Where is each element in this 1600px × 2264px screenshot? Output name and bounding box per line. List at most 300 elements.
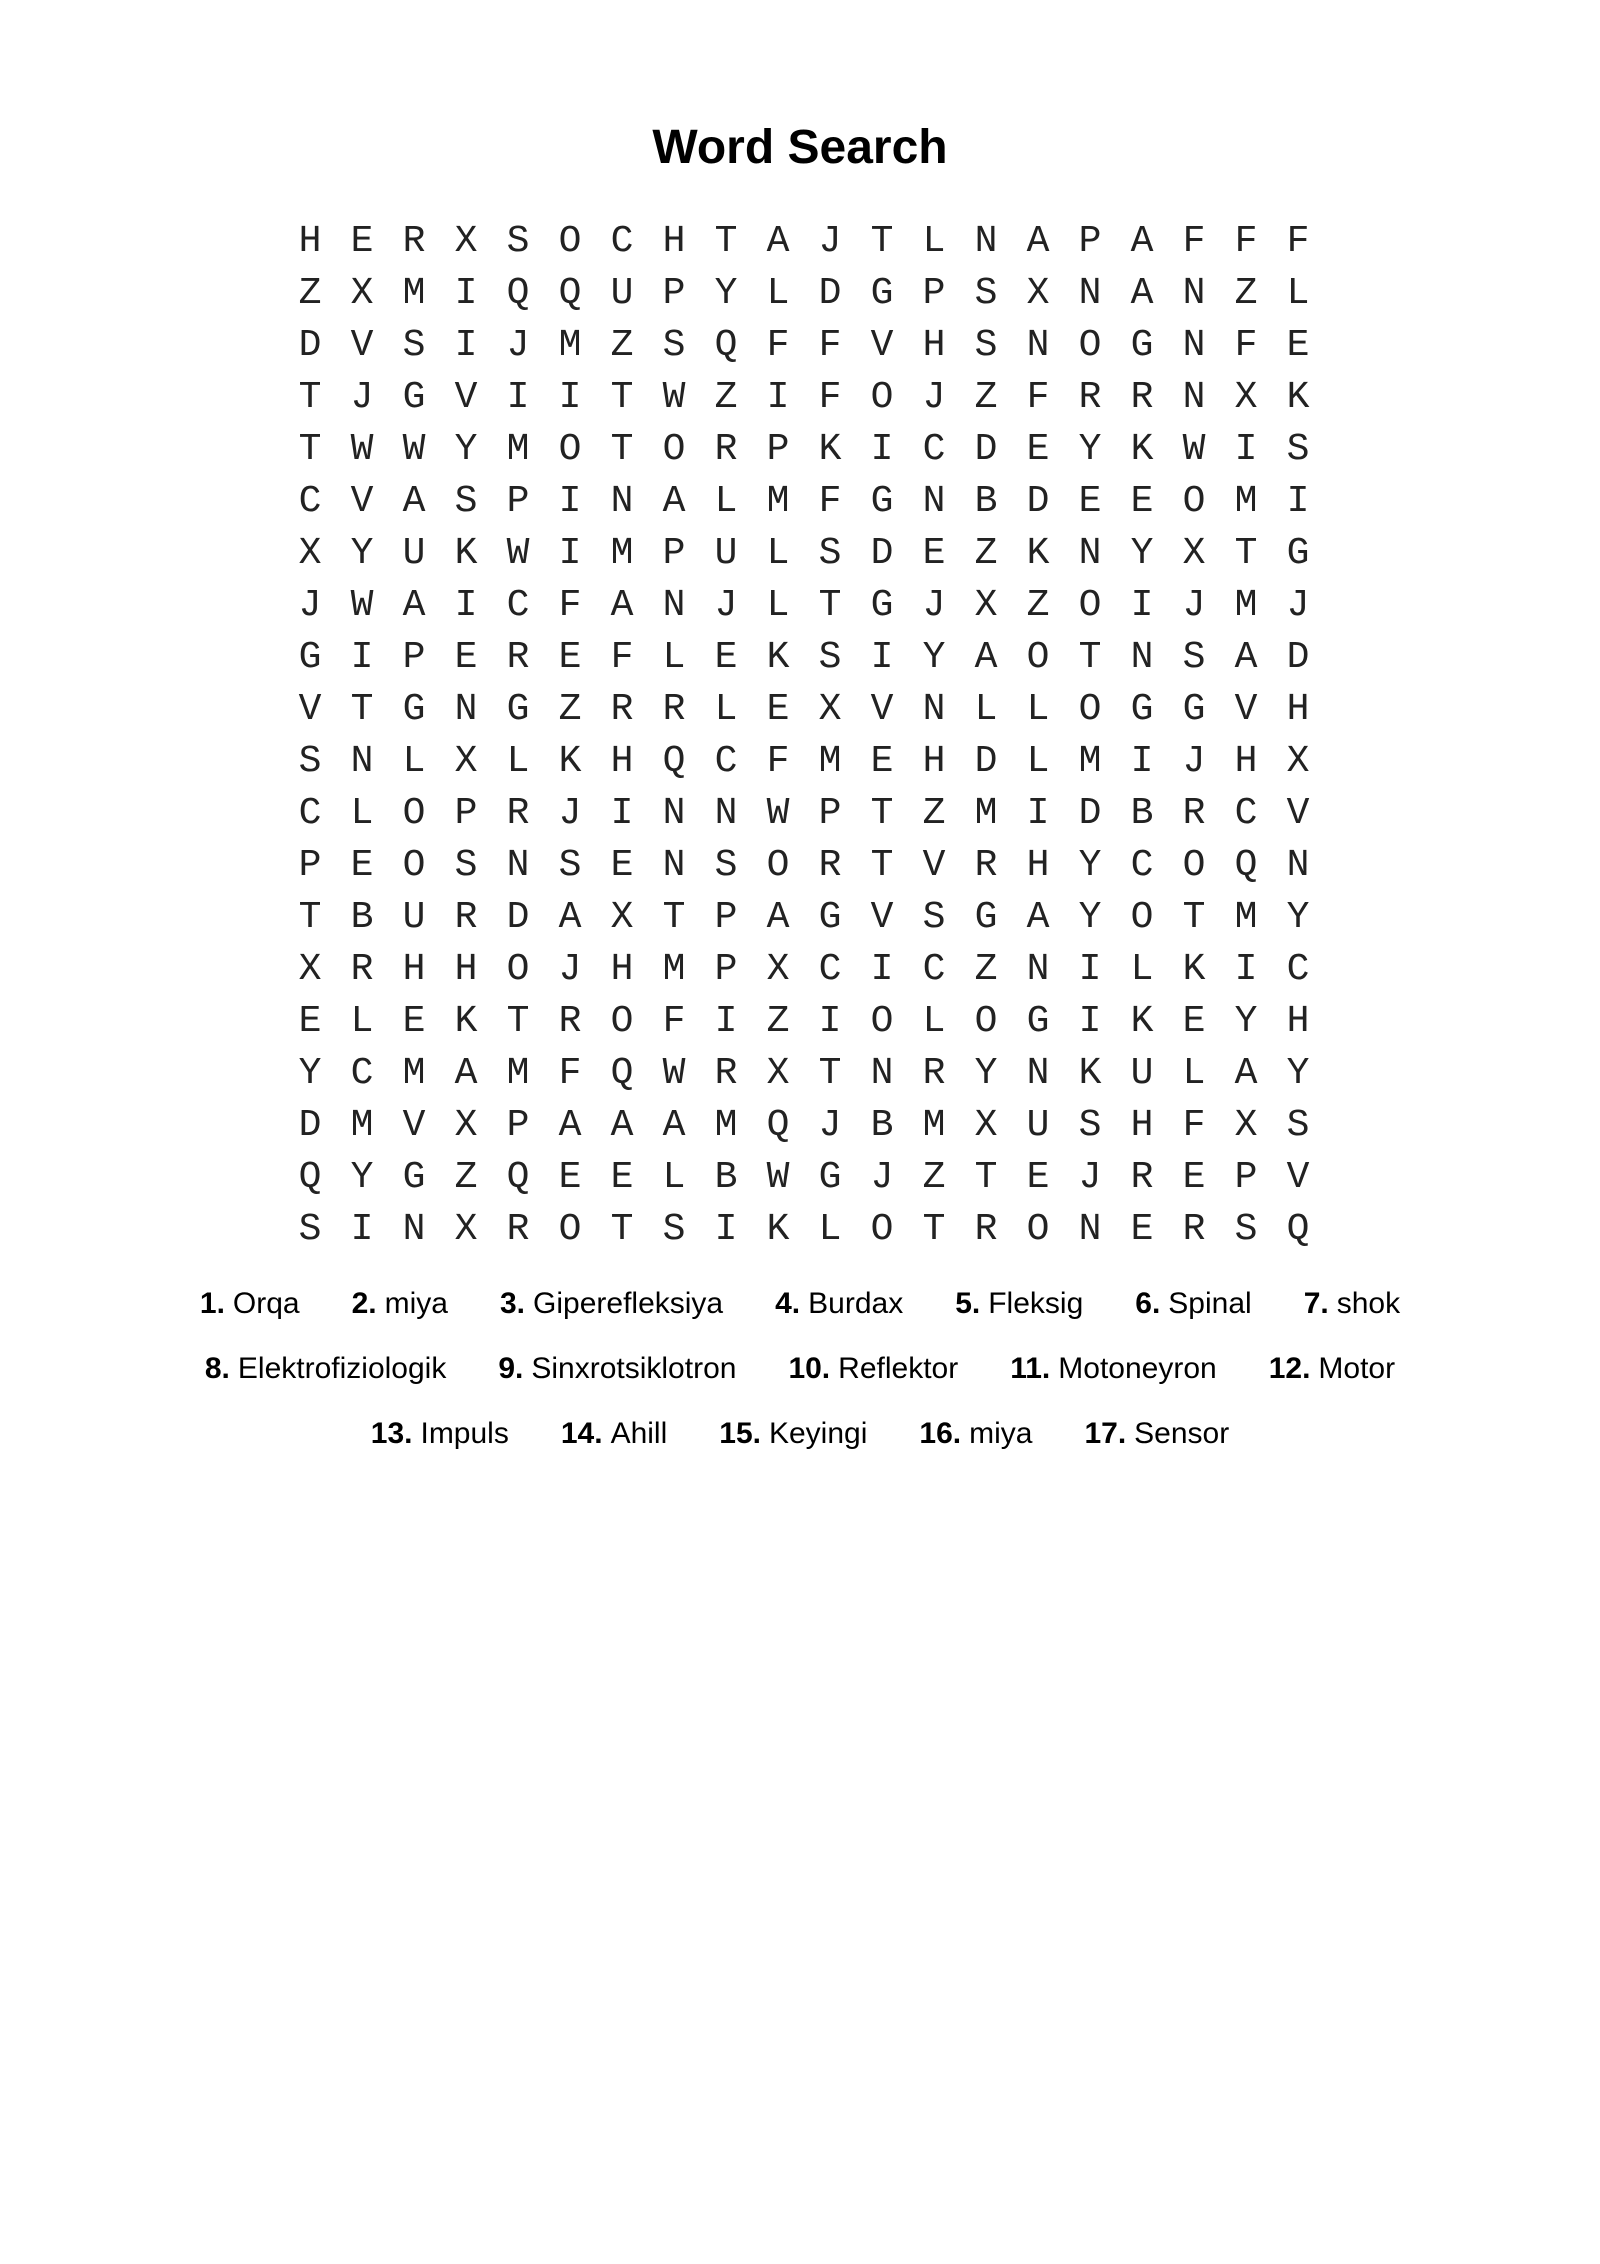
grid-letter: O (870, 1000, 894, 1043)
grid-letter: X (1026, 272, 1050, 315)
grid-letter: T (350, 688, 374, 731)
grid-letter: P (662, 272, 686, 315)
grid-letter: P (1234, 1156, 1258, 1199)
word-text: shok (1336, 1287, 1401, 1320)
grid-letter: O (1026, 636, 1050, 679)
grid-letter: K (1026, 532, 1050, 575)
grid-letter: X (1286, 740, 1310, 783)
grid-letter: K (766, 1208, 790, 1251)
grid-letter: O (1026, 1208, 1050, 1251)
grid-letter: F (558, 584, 582, 627)
grid-letter: G (818, 1156, 842, 1199)
grid-letter: K (454, 532, 478, 575)
grid-letter: X (454, 1208, 478, 1251)
grid-letter: S (558, 844, 582, 887)
grid-letter: I (1078, 1000, 1102, 1043)
grid-letter: E (1078, 480, 1102, 523)
word-text: Motor (1318, 1352, 1396, 1385)
word-number: 2. (351, 1287, 377, 1320)
grid-letter: I (610, 792, 634, 835)
grid-letter: V (454, 376, 478, 419)
grid-letter: S (1078, 1104, 1102, 1147)
grid-letter: E (1182, 1000, 1206, 1043)
word-number: 15. (719, 1417, 761, 1450)
grid-letter: I (558, 480, 582, 523)
grid-letter: A (1130, 220, 1154, 263)
grid-letter: T (298, 896, 322, 939)
grid-letter: N (1286, 844, 1310, 887)
word-text: Reflektor (838, 1352, 959, 1385)
grid-letter: Z (610, 324, 634, 367)
word-number: 6. (1135, 1287, 1161, 1320)
word-list-item (1135, 1284, 1251, 1349)
grid-letter: T (506, 1000, 530, 1043)
grid-letter: Z (714, 376, 738, 419)
grid-letter: S (974, 272, 998, 315)
grid-letter: T (610, 376, 634, 419)
grid-letter: M (350, 1104, 374, 1147)
grid-letter: L (714, 480, 738, 523)
grid-letter: F (1182, 1104, 1206, 1147)
word-list-item (1084, 1414, 1229, 1479)
grid-letter: X (1182, 532, 1206, 575)
grid-letter: R (1130, 376, 1154, 419)
grid-letter: M (506, 428, 530, 471)
grid-letter: S (298, 740, 322, 783)
grid-letter: N (974, 220, 998, 263)
grid-letter: X (454, 740, 478, 783)
grid-letter: E (558, 1156, 582, 1199)
word-list (0, 1284, 1600, 1479)
grid-letter: W (402, 428, 426, 471)
grid-letter: W (766, 792, 790, 835)
grid-letter: T (610, 428, 634, 471)
grid-letter: O (558, 1208, 582, 1251)
grid-letter: J (558, 948, 582, 991)
grid-letter: Y (1286, 896, 1310, 939)
grid-letter: R (454, 896, 478, 939)
grid-letter: O (1078, 324, 1102, 367)
grid-letter: Z (922, 1156, 946, 1199)
grid-letter: C (1130, 844, 1154, 887)
grid-letter: G (870, 272, 894, 315)
grid-letter: J (818, 1104, 842, 1147)
grid-letter: M (402, 1052, 426, 1095)
grid-letter: U (714, 532, 738, 575)
grid-letter: I (1234, 948, 1258, 991)
grid-letter: I (1078, 948, 1102, 991)
grid-letter: O (974, 1000, 998, 1043)
grid-letter: P (818, 792, 842, 835)
grid-letter: G (1286, 532, 1310, 575)
grid-letter: A (558, 896, 582, 939)
grid-letter: A (454, 1052, 478, 1095)
grid-letter: L (1026, 740, 1050, 783)
word-text: Sinxrotsiklotron (531, 1352, 737, 1385)
grid-letter: P (1078, 220, 1102, 263)
grid-letter: V (350, 324, 374, 367)
grid-letter: B (714, 1156, 738, 1199)
word-text: Spinal (1168, 1287, 1252, 1320)
grid-letter: R (662, 688, 686, 731)
grid-letter: R (610, 688, 634, 731)
grid-letter: Z (974, 532, 998, 575)
grid-letter: P (506, 1104, 530, 1147)
word-list-item (775, 1284, 903, 1349)
grid-letter: N (610, 480, 634, 523)
grid-letter: I (454, 324, 478, 367)
grid-letter: H (922, 324, 946, 367)
grid-letter: G (974, 896, 998, 939)
grid-letter: D (870, 532, 894, 575)
grid-letter: S (714, 844, 738, 887)
grid-letter: Z (1234, 272, 1258, 315)
grid-letter: I (1026, 792, 1050, 835)
grid-letter: G (402, 1156, 426, 1199)
grid-letter: N (662, 584, 686, 627)
grid-letter: K (1182, 948, 1206, 991)
grid-letter: A (610, 584, 634, 627)
grid-letter: G (402, 376, 426, 419)
grid-letter: J (350, 376, 374, 419)
grid-letter: J (870, 1156, 894, 1199)
grid-letter: U (1026, 1104, 1050, 1147)
grid-letter: G (1130, 324, 1154, 367)
grid-letter: G (1182, 688, 1206, 731)
grid-letter: M (558, 324, 582, 367)
grid-letter: Q (506, 1156, 530, 1199)
grid-letter: N (1078, 532, 1102, 575)
grid-letter: A (662, 1104, 686, 1147)
grid-letter: K (1130, 1000, 1154, 1043)
grid-letter: O (402, 844, 426, 887)
grid-letter: Q (1234, 844, 1258, 887)
grid-letter: G (870, 480, 894, 523)
grid-letter: S (402, 324, 426, 367)
grid-letter: K (1130, 428, 1154, 471)
grid-letter: D (818, 272, 842, 315)
grid-letter: C (922, 428, 946, 471)
grid-letter: E (714, 636, 738, 679)
grid-letter: Q (1286, 1208, 1310, 1251)
grid-letter: T (610, 1208, 634, 1251)
grid-letter: I (454, 584, 478, 627)
grid-letter: N (506, 844, 530, 887)
grid-letter: L (350, 792, 374, 835)
grid-letter: P (766, 428, 790, 471)
grid-letter: G (298, 636, 322, 679)
word-number: 16. (919, 1417, 962, 1450)
grid-letter: I (454, 272, 478, 315)
word-number: 8. (204, 1352, 230, 1385)
grid-letter: I (1286, 480, 1310, 523)
grid-letter: S (1182, 636, 1206, 679)
grid-letter: S (1286, 428, 1310, 471)
grid-letter: F (662, 1000, 686, 1043)
grid-letter: J (922, 376, 946, 419)
word-text: Orqa (232, 1287, 300, 1320)
word-text: Elektrofiziologik (237, 1352, 447, 1385)
grid-letter: X (298, 948, 322, 991)
grid-letter: T (818, 584, 842, 627)
grid-letter: Y (350, 1156, 374, 1199)
word-text: Giperefleksiya (533, 1287, 724, 1320)
grid-letter: H (1026, 844, 1050, 887)
grid-letter: T (298, 428, 322, 471)
grid-letter: Z (298, 272, 322, 315)
grid-letter: W (662, 376, 686, 419)
grid-letter: Z (974, 948, 998, 991)
grid-letter: K (558, 740, 582, 783)
grid-letter: A (974, 636, 998, 679)
grid-letter: G (402, 688, 426, 731)
grid-letter: H (610, 948, 634, 991)
grid-letter: T (870, 792, 894, 835)
grid-letter: X (454, 1104, 478, 1147)
grid-letter: R (922, 1052, 946, 1095)
grid-letter: J (922, 584, 946, 627)
grid-letter: N (922, 688, 946, 731)
grid-letter: I (506, 376, 530, 419)
grid-letter: D (974, 740, 998, 783)
word-text: miya (384, 1287, 448, 1320)
grid-letter: X (974, 584, 998, 627)
grid-letter: P (298, 844, 322, 887)
grid-letter: L (818, 1208, 842, 1251)
grid-letter: E (610, 1156, 634, 1199)
grid-letter: V (870, 896, 894, 939)
grid-letter: J (714, 584, 738, 627)
grid-letter: S (1234, 1208, 1258, 1251)
grid-letter: D (974, 428, 998, 471)
grid-letter: A (610, 1104, 634, 1147)
grid-letter: O (1078, 688, 1102, 731)
grid-letter: T (922, 1208, 946, 1251)
grid-letter: U (1130, 1052, 1154, 1095)
grid-letter: X (1234, 1104, 1258, 1147)
grid-letter: V (402, 1104, 426, 1147)
grid-letter: U (610, 272, 634, 315)
grid-letter: Z (454, 1156, 478, 1199)
grid-letter: O (558, 428, 582, 471)
word-text: Fleksig (988, 1287, 1084, 1320)
grid-letter: I (870, 636, 894, 679)
grid-letter: R (974, 844, 998, 887)
grid-letter: E (870, 740, 894, 783)
grid-letter: Y (1078, 428, 1102, 471)
grid-letter: N (714, 792, 738, 835)
grid-letter: J (1078, 1156, 1102, 1199)
grid-letter: N (662, 844, 686, 887)
grid-letter: Y (1130, 532, 1154, 575)
grid-letter: H (1286, 1000, 1310, 1043)
grid-letter: D (1078, 792, 1102, 835)
grid-letter: J (298, 584, 322, 627)
word-list-item (955, 1284, 1083, 1349)
grid-letter: S (298, 1208, 322, 1251)
grid-letter: F (818, 376, 842, 419)
grid-letter: P (922, 272, 946, 315)
grid-letter: A (766, 896, 790, 939)
word-list-item (788, 1349, 958, 1414)
grid-letter: L (1286, 272, 1310, 315)
grid-letter: B (350, 896, 374, 939)
grid-letter: F (1026, 376, 1050, 419)
grid-letter: O (402, 792, 426, 835)
grid-letter: S (818, 636, 842, 679)
grid-letter: P (402, 636, 426, 679)
grid-letter: Q (766, 1104, 790, 1147)
grid-letter: E (350, 844, 374, 887)
grid-letter: M (662, 948, 686, 991)
grid-letter: V (1286, 792, 1310, 835)
grid-letter: E (1130, 480, 1154, 523)
word-text: Keyingi (768, 1417, 868, 1450)
grid-letter: A (1026, 896, 1050, 939)
grid-letter: I (1130, 584, 1154, 627)
grid-letter: L (922, 220, 946, 263)
word-list-item (371, 1414, 509, 1479)
word-list-item (352, 1284, 448, 1349)
grid-letter: J (818, 220, 842, 263)
grid-letter: H (610, 740, 634, 783)
word-number: 10. (788, 1352, 831, 1385)
grid-letter: X (350, 272, 374, 315)
grid-letter: W (662, 1052, 686, 1095)
grid-letter: H (662, 220, 686, 263)
grid-letter: U (402, 532, 426, 575)
word-number: 4. (775, 1287, 801, 1320)
word-number: 11. (1010, 1352, 1051, 1385)
grid-letter: T (298, 376, 322, 419)
grid-letter: F (818, 324, 842, 367)
grid-letter: G (1130, 688, 1154, 731)
grid-letter: Q (506, 272, 530, 315)
grid-letter: R (506, 792, 530, 835)
grid-letter: L (350, 1000, 374, 1043)
grid-letter: O (766, 844, 790, 887)
grid-letter: J (558, 792, 582, 835)
grid-letter: R (506, 636, 530, 679)
grid-letter: C (818, 948, 842, 991)
grid-letter: S (662, 324, 686, 367)
grid-letter: F (558, 1052, 582, 1095)
grid-letter: R (1078, 376, 1102, 419)
grid-letter: L (714, 688, 738, 731)
grid-letter: N (454, 688, 478, 731)
grid-letter: T (1078, 636, 1102, 679)
grid-letter: D (1286, 636, 1310, 679)
word-list-item (1304, 1284, 1400, 1349)
grid-letter: F (766, 740, 790, 783)
grid-letter: X (454, 220, 478, 263)
grid-letter: Q (558, 272, 582, 315)
grid-letter: A (1026, 220, 1050, 263)
grid-letter: M (714, 1104, 738, 1147)
word-list-row (0, 1414, 1600, 1479)
grid-letter: E (766, 688, 790, 731)
grid-letter: N (350, 740, 374, 783)
grid-letter: Y (1286, 1052, 1310, 1095)
grid-letter: A (766, 220, 790, 263)
grid-letter: T (974, 1156, 998, 1199)
grid-letter: M (1234, 584, 1258, 627)
grid-letter: D (298, 324, 322, 367)
grid-letter: I (350, 636, 374, 679)
grid-letter: L (1130, 948, 1154, 991)
grid-letter: N (662, 792, 686, 835)
grid-letter: U (402, 896, 426, 939)
grid-letter: I (558, 532, 582, 575)
grid-letter: O (1182, 480, 1206, 523)
grid-letter: G (506, 688, 530, 731)
grid-letter: W (350, 428, 374, 471)
grid-letter: A (402, 584, 426, 627)
grid-letter: G (818, 896, 842, 939)
grid-letter: V (1234, 688, 1258, 731)
grid-letter: H (922, 740, 946, 783)
grid-letter: Q (298, 1156, 322, 1199)
grid-letter: Z (558, 688, 582, 731)
word-list-item (205, 1349, 446, 1414)
grid-letter: V (870, 688, 894, 731)
grid-letter: R (1182, 792, 1206, 835)
grid-letter: S (506, 220, 530, 263)
grid-letter: O (1078, 584, 1102, 627)
grid-letter: I (818, 1000, 842, 1043)
grid-letter: F (610, 636, 634, 679)
grid-letter: M (974, 792, 998, 835)
grid-letter: O (506, 948, 530, 991)
grid-letter: M (922, 1104, 946, 1147)
grid-letter: W (1182, 428, 1206, 471)
grid-letter: A (402, 480, 426, 523)
grid-letter: H (1286, 688, 1310, 731)
grid-letter: A (1130, 272, 1154, 315)
word-list-item (200, 1284, 300, 1349)
grid-letter: L (922, 1000, 946, 1043)
grid-letter: I (1234, 428, 1258, 471)
grid-letter: M (818, 740, 842, 783)
word-list-item (919, 1414, 1032, 1479)
grid-letter: F (1234, 324, 1258, 367)
grid-letter: O (870, 1208, 894, 1251)
grid-letter: T (870, 844, 894, 887)
grid-letter: R (506, 1208, 530, 1251)
grid-letter: A (558, 1104, 582, 1147)
grid-letter: T (870, 220, 894, 263)
grid-letter: C (298, 792, 322, 835)
grid-letter: R (714, 1052, 738, 1095)
grid-letter: S (454, 844, 478, 887)
grid-letter: P (714, 896, 738, 939)
word-list-item (1269, 1349, 1395, 1414)
grid-letter: E (402, 1000, 426, 1043)
grid-letter: L (974, 688, 998, 731)
grid-letter: B (870, 1104, 894, 1147)
grid-letter: A (1234, 1052, 1258, 1095)
word-list-item (561, 1414, 667, 1479)
grid-letter: N (1026, 948, 1050, 991)
grid-letter: K (818, 428, 842, 471)
word-text: Ahill (610, 1417, 668, 1450)
grid-letter: O (1130, 896, 1154, 939)
word-text: Sensor (1134, 1417, 1230, 1450)
grid-letter: M (1234, 896, 1258, 939)
grid-letter: D (1026, 480, 1050, 523)
grid-letter: K (454, 1000, 478, 1043)
grid-letter: H (298, 220, 322, 263)
